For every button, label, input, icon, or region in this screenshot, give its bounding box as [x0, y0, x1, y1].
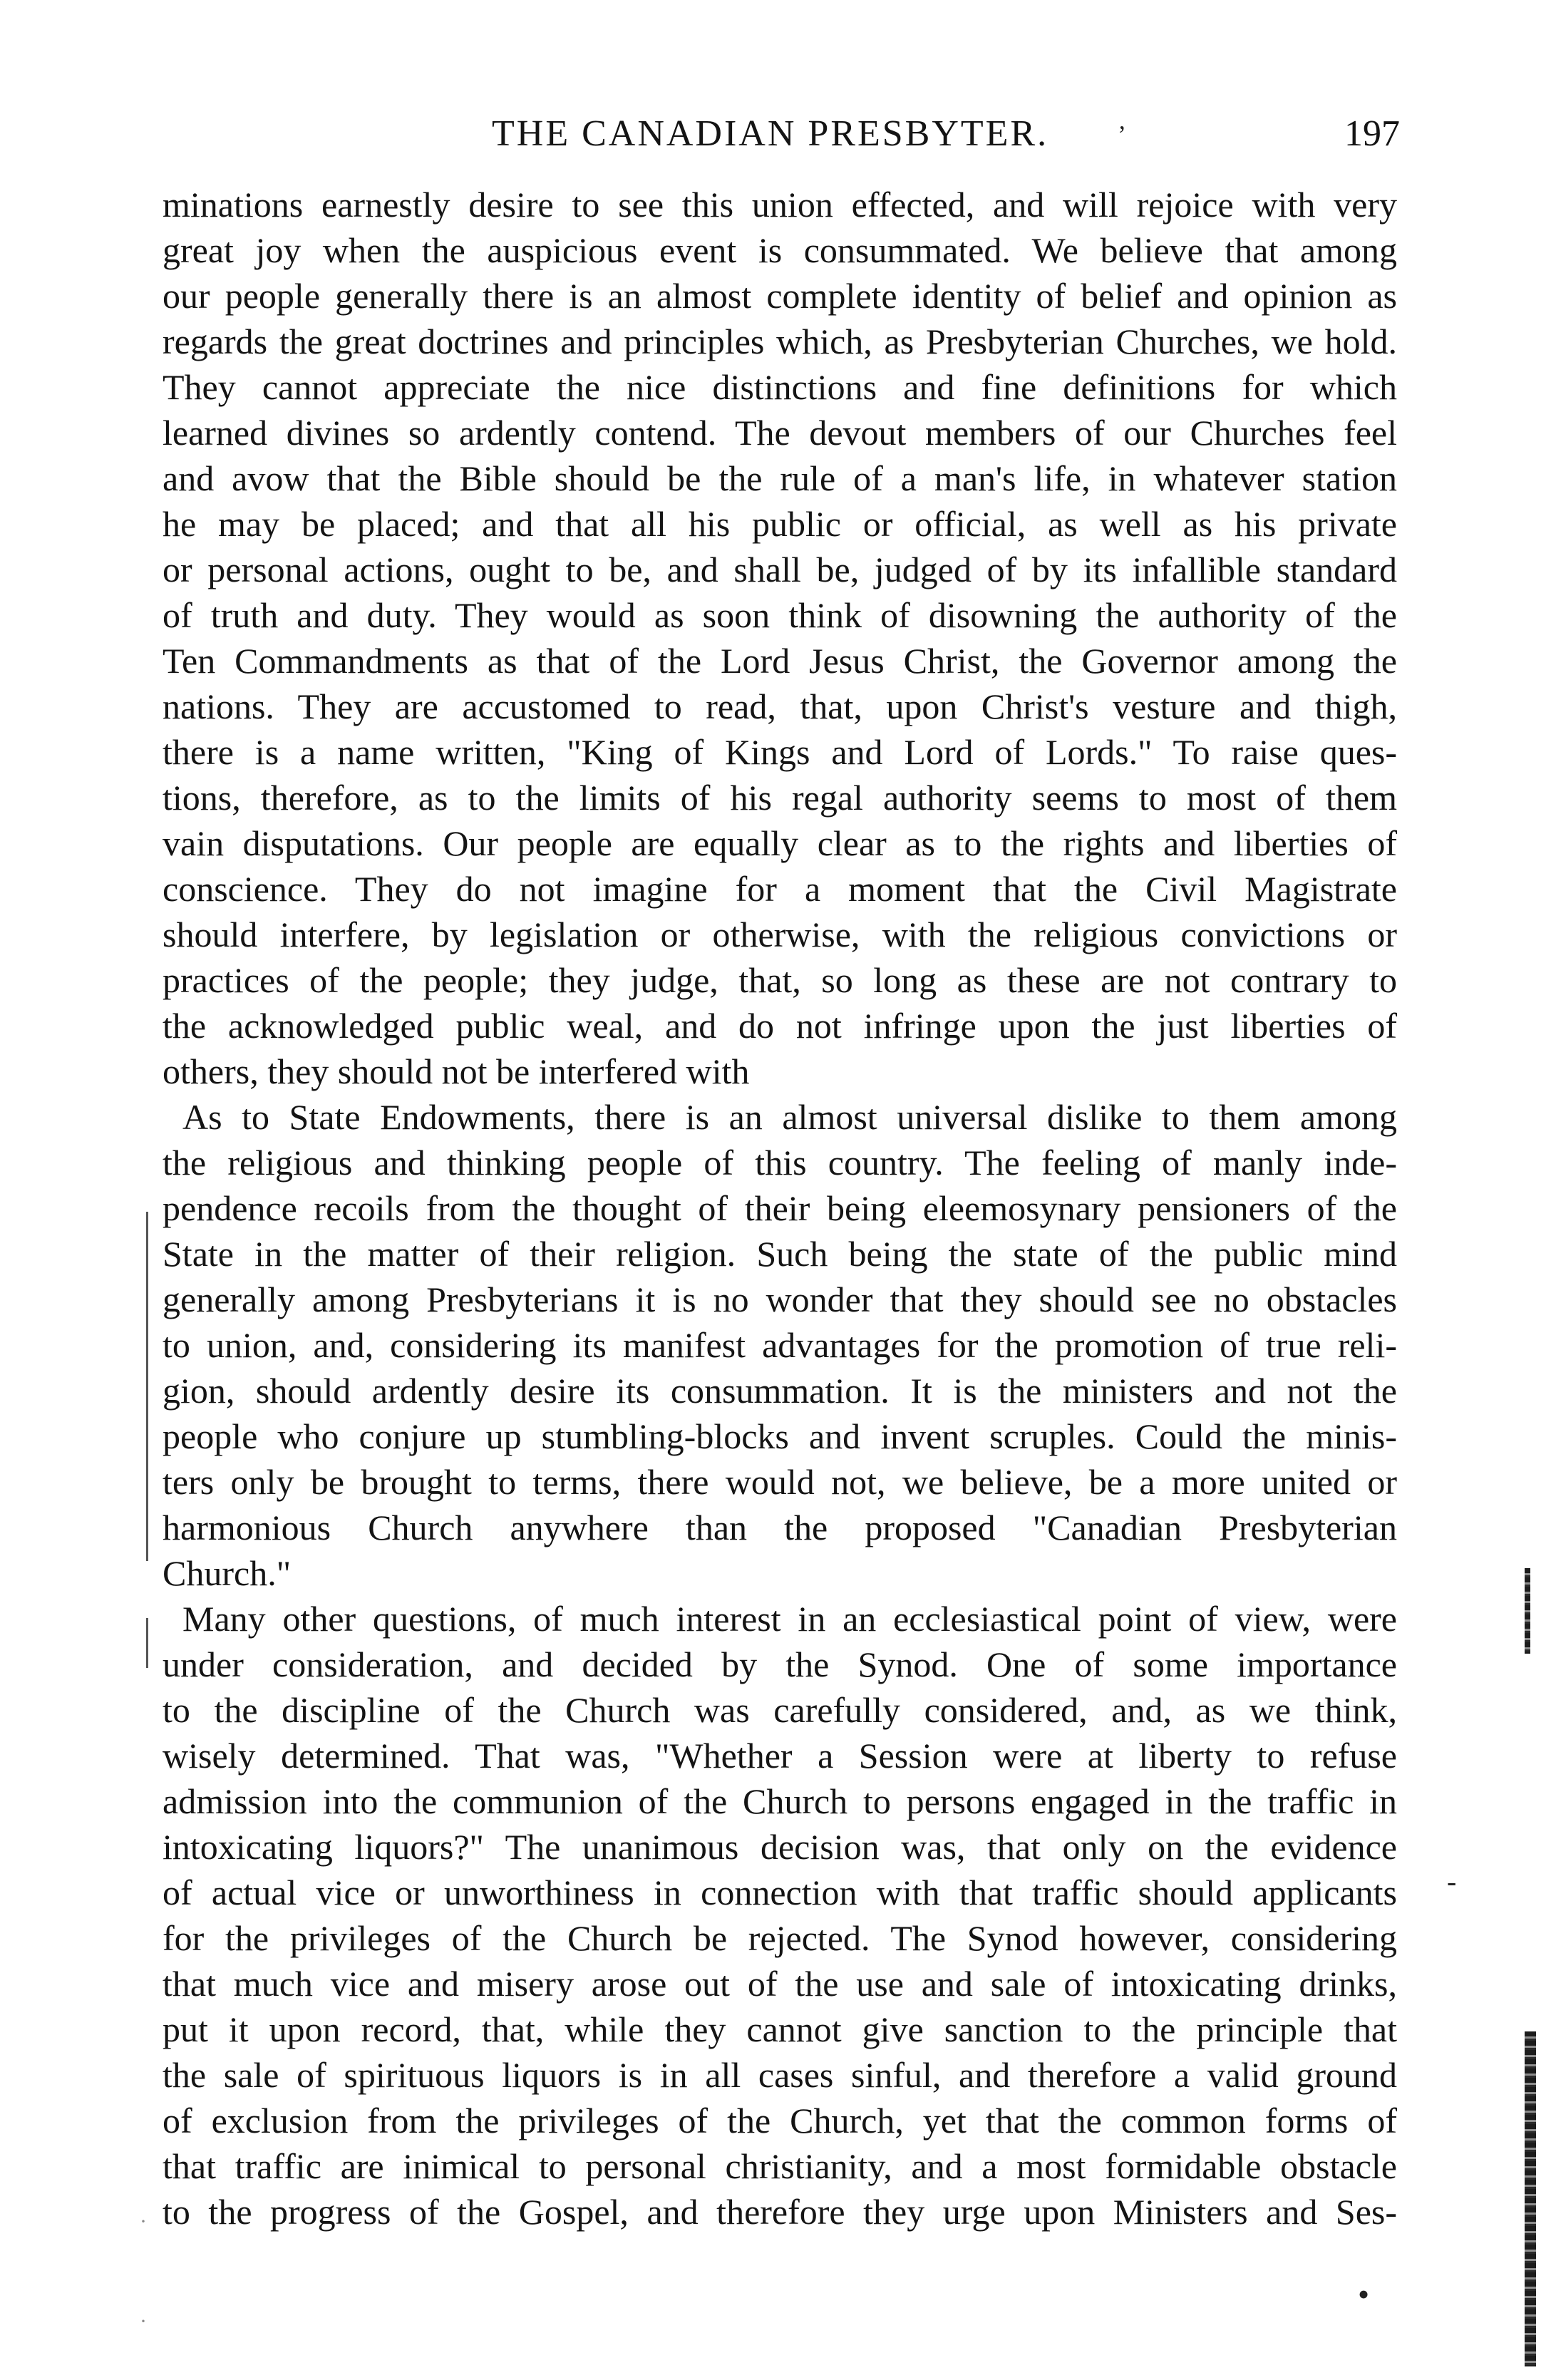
- text-line: State in the matter of their religion. Such being the state of the public mind: [163, 1234, 1397, 1274]
- text-line: regards the great doctrines and principles which, as Presbyterian Churches, we hold.: [163, 321, 1397, 361]
- scan-edge-artifact: [1525, 1568, 1530, 1654]
- text-line: great joy when the auspicious event is consummated. We believe that among: [163, 230, 1397, 270]
- text-line: vain disputations. Our people are equally clear as to the rights and liberties of: [163, 823, 1397, 863]
- text-line: gion, should ardently desire its consummation. It is the ministers and not the: [163, 1371, 1397, 1411]
- text-line: tions, therefore, as to the limits of his regal authority seems to most of them: [163, 778, 1397, 818]
- text-line: that much vice and misery arose out of the use and sale of intoxicating drinks,: [163, 1964, 1397, 2004]
- scan-edge-artifact: [1525, 2031, 1536, 2366]
- text-line: Ten Commandments as that of the Lord Jesus Christ, the Governor among the: [163, 641, 1397, 681]
- text-line: learned divines so ardently contend. The devout members of our Churches feel: [163, 413, 1397, 453]
- text-line: put it upon record, that, while they cannot give sanction to the principle that: [163, 2009, 1397, 2049]
- text-line: Church.": [163, 1553, 292, 1593]
- text-line: nations. They are accustomed to read, that, upon Christ's vesture and thigh,: [163, 686, 1397, 726]
- scan-speck: ·: [140, 2210, 147, 2233]
- text-line: the sale of spirituous liquors is in all cases sinful, and therefore a valid ground: [163, 2055, 1397, 2095]
- text-line: under consideration, and decided by the Synod. One of some importance: [163, 1644, 1397, 1684]
- margin-rule: [146, 1618, 148, 1668]
- text-line: he may be placed; and that all his public or official, as well as his private: [163, 504, 1397, 544]
- text-line: the acknowledged public weal, and do not infringe upon the just liberties of: [163, 1006, 1397, 1046]
- text-line: of truth and duty. They would as soon think of disowning the authority of the: [163, 595, 1397, 635]
- paragraph-start-line: As to State Endowments, there is an almost universal dislike to them among: [182, 1097, 1397, 1137]
- running-title: THE CANADIAN PRESBYTER.: [492, 113, 1049, 154]
- text-line: of actual vice or unworthiness in connection with that traffic should applicants: [163, 1872, 1397, 1912]
- text-line: conscience. They do not imagine for a moment that the Civil Magistrate: [163, 869, 1397, 909]
- paragraph-start-line: Many other questions, of much interest in an ecclesiastical point of view, were: [182, 1599, 1397, 1639]
- text-line: people who conjure up stumbling-blocks and invent scruples. Could the minis-: [163, 1416, 1397, 1456]
- text-line: ters only be brought to terms, there would not, we believe, be a more united or: [163, 1462, 1397, 1502]
- text-line: to the progress of the Gospel, and therefore they urge upon Ministers and Ses-: [163, 2192, 1397, 2232]
- text-line: for the privileges of the Church be rejected. The Synod however, considering: [163, 1918, 1397, 1958]
- text-line: admission into the communion of the Church to persons engaged in the traffic in: [163, 1781, 1397, 1821]
- text-line: the religious and thinking people of this country. The feeling of manly inde-: [163, 1143, 1397, 1183]
- text-line: there is a name written, "King of Kings and Lord of Lords." To raise ques-: [163, 732, 1397, 772]
- text-line: generally among Presbyterians it is no wonder that they should see no obstacles: [163, 1279, 1397, 1319]
- text-line: minations earnestly desire to see this union effected, and will rejoice with very: [163, 185, 1397, 225]
- ink-blot: •: [1358, 2276, 1370, 2312]
- margin-rule: [146, 1212, 148, 1561]
- text-line: wisely determined. That was, "Whether a Session were at liberty to refuse: [163, 1736, 1397, 1776]
- text-line: others, they should not be interfered with: [163, 1051, 750, 1091]
- text-line: or personal actions, ought to be, and shall be, judged of by its infallible standard: [163, 550, 1397, 589]
- text-line: intoxicating liquors?" The unanimous decision was, that only on the evidence: [163, 1827, 1397, 1867]
- page-number: 197: [1344, 113, 1400, 154]
- scan-speck: ·: [140, 2309, 147, 2333]
- margin-dash: -: [1447, 1865, 1457, 1897]
- text-line: harmonious Church anywhere than the proposed "Canadian Presbyterian: [163, 1508, 1397, 1547]
- text-line: pendence recoils from the thought of their being eleemosynary pensioners of the: [163, 1188, 1397, 1228]
- text-line: to union, and, considering its manifest advantages for the promotion of true reli-: [163, 1325, 1397, 1365]
- text-line: and avow that the Bible should be the rule of a man's life, in whatever station: [163, 458, 1397, 498]
- scan-speck: ʼ: [1118, 120, 1126, 149]
- text-line: should interfere, by legislation or otherwise, with the religious convictions or: [163, 915, 1397, 954]
- text-line: our people generally there is an almost complete identity of belief and opinion as: [163, 276, 1397, 316]
- text-line: They cannot appreciate the nice distinctions and fine definitions for which: [163, 367, 1397, 407]
- text-line: that traffic are inimical to personal christianity, and a most formidable obstacle: [163, 2146, 1397, 2186]
- text-line: of exclusion from the privileges of the Church, yet that the common forms of: [163, 2101, 1397, 2141]
- text-line: practices of the people; they judge, that, so long as these are not contrary to: [163, 960, 1397, 1000]
- text-line: to the discipline of the Church was carefully considered, and, as we think,: [163, 1690, 1397, 1730]
